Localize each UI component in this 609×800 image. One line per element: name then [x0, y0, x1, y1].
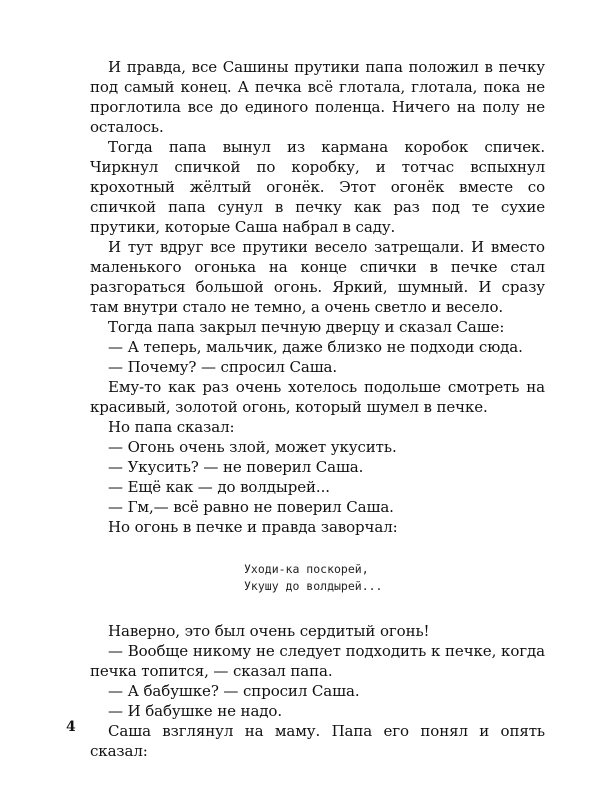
paragraph-6: Но папа сказал: [108, 418, 235, 436]
poem-line-1: Уходи-ка поскорей, [244, 562, 369, 576]
paragraph-7: Но огонь в печке и правда заворчал: [108, 518, 398, 536]
dialogue-line-1: — А теперь, мальчик, даже близко не подходи сюда. [108, 338, 523, 356]
paragraph-5: Ему-то как раз очень хотелось подольше смотреть на красивый, золотой огонь, который шумел в печке. [90, 378, 545, 416]
paragraph-2: Тогда папа вынул из кармана коробок спичек. Чиркнул спичкой по коробку, и тотчас вспыхнул крохотный жёлтый огонёк. Этот огонёк вместе со спичкой папа сунул в печку как раз под те сухие прутики, которые Саша набрал в саду. [90, 138, 545, 236]
dialogue-line-9: — И бабушке не надо. [108, 702, 283, 720]
paragraph-4: Тогда папа закрыл печную дверцу и сказал Саше: [108, 318, 505, 336]
dialogue-line-7: — Вообще никому не следует подходить к печке, когда печка топится, — сказал папа. [90, 642, 545, 680]
page-number: 4 [66, 719, 76, 735]
paragraph-1: И правда, все Сашины прутики папа положил в печку под самый конец. А печка всё глотала, глотала, пока не проглотила все до единого поленца. Ничего на полу не осталось. [90, 58, 545, 136]
dialogue-line-4: — Укусить? — не поверил Саша. [108, 458, 364, 476]
dialogue-line-6: — Гм,— всё равно не поверил Саша. [108, 498, 394, 516]
dialogue-line-2: — Почему? — спросил Саша. [108, 358, 338, 376]
paragraph-8: Наверно, это был очень сердитый огонь! [108, 622, 430, 640]
poem-line-2: Укушу до волдырей... [244, 579, 383, 593]
fire-poem [244, 561, 545, 595]
story-text [90, 57, 545, 761]
dialogue-line-8: — А бабушке? — спросил Саша. [108, 682, 360, 700]
dialogue-line-3: — Огонь очень злой, может укусить. [108, 438, 397, 456]
paragraph-9: Саша взглянул на маму. Папа его понял и опять сказал: [90, 722, 545, 760]
paragraph-3: И тут вдруг все прутики весело затрещали. И вместо маленького огонька на конце спички в печке стал разгораться большой огонь. Яркий, шумный. И сразу там внутри стало не темно, а очень светло и весело. [90, 238, 545, 316]
dialogue-line-5: — Ещё как — до волдырей... [108, 478, 330, 496]
